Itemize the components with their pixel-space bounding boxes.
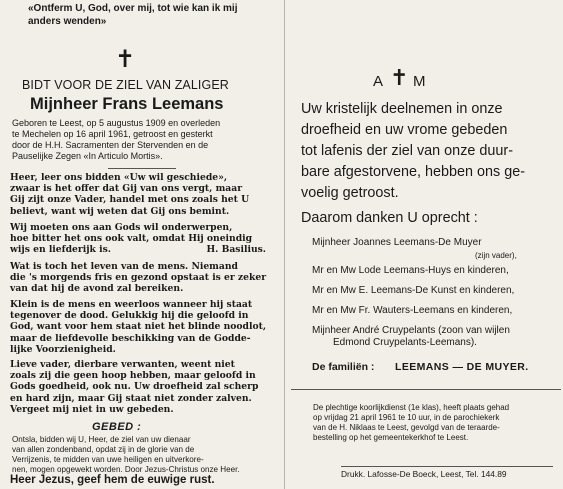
- meditation-line: God, want voor hem staat niet het blinde noodlot,: [10, 321, 267, 333]
- printer-line: Drukk. Lafosse-De Boeck, Leest, Tel. 144.89: [341, 469, 507, 479]
- meditation-line: Klein is de mens en weerloos wanneer hij staat: [10, 299, 253, 310]
- families-label: De familiën :: [312, 361, 375, 373]
- printer-rule: [341, 466, 553, 467]
- meditation-paragraph: [10, 261, 276, 295]
- epigraph-line-1: «Ontferm U, God, over mij, tot wie kan ik mij: [28, 3, 238, 14]
- meditation-attribution: H. Basilius.: [206, 244, 266, 256]
- meditation-line: believt, want wij weten dat Gij ons bemint.: [10, 205, 230, 217]
- bio-line-4: Pauselijke Zegen «In Articulo Mortis».: [12, 151, 163, 161]
- meditation-line: maar de liefdevolle beschikking van de Godde-: [10, 332, 251, 344]
- family-line: Mr en Mw Fr. Wauters-Leemans en kinderen,: [312, 305, 513, 316]
- meditation-paragraph: [10, 172, 276, 217]
- deceased-name: Mijnheer Frans Leemans: [30, 95, 224, 113]
- closing-line: Heer Jezus, geef hem de euwige rust.: [10, 474, 215, 486]
- meditation-line: die 's morgends fris en gezond opstaat is er zeker: [10, 272, 267, 284]
- divider-rule: [108, 168, 176, 169]
- right-card-panel: [285, 0, 563, 489]
- meditation-line: Heer, leer ons bidden «Uw wil geschiede»,: [10, 172, 228, 183]
- meditation-paragraph: [10, 359, 276, 415]
- meditation-line: van dat hij de avond zal bereiken.: [10, 283, 184, 295]
- thanks-line-3: tot lafenis der ziel van onze duur-: [301, 143, 513, 159]
- thanks-line-5: voelig getroost.: [301, 185, 399, 201]
- meditation-line: Lieve vader, dierbare verwanten, weent niet: [10, 359, 235, 370]
- meditation-line: en hard zijn, maar Gij staat niet zonder zalven.: [10, 392, 252, 404]
- service-line-2: op vrijdag 21 april 1961 te 10 uur, in de parochiekerk: [313, 413, 500, 422]
- gebed-title: GEBED :: [92, 421, 142, 433]
- monogram-a: A: [373, 73, 384, 90]
- thanks-line-1: Uw kristelijk deelnemen in onze: [301, 101, 503, 117]
- meditation-line: Vergeet mij niet in uw gebeden.: [10, 403, 174, 415]
- meditation-line: zwaar is het offer dat Gij van ons vergt, maar: [10, 183, 243, 195]
- meditation-line: tegenover de dood. Gelukkig hij die geloofd in: [10, 310, 249, 322]
- meditation-line: Wij moeten ons aan Gods wil onderwerpen,: [10, 222, 233, 233]
- cross-icon: ✝: [390, 66, 409, 91]
- meditation-line: Gij zijt onze Vader, handel met ons zoals het U: [10, 194, 250, 206]
- family-line: Mr en Mw E. Leemans-De Kunst en kinderen,: [312, 285, 515, 296]
- family-line: Mr en Mw Lode Leemans-Huys en kinderen,: [312, 265, 509, 276]
- notice-rule: [291, 389, 561, 390]
- epigraph-line-2: anders wenden»: [28, 16, 107, 27]
- gebed-line-2: van allen zondenband, opdat zij in de glorie van de: [12, 445, 195, 454]
- thanks-line-2: droefheid en uw vrome gebeden: [301, 122, 508, 138]
- bio-line-1: Geboren te Leest, op 5 augustus 1909 en overleden: [12, 118, 221, 128]
- gebed-line-1: Ontsla, bidden wij U, Heer, de ziel van uw dienaar: [12, 435, 191, 444]
- meditation-line: hoe bitter het ons ook valt, omdat Hij oneindig: [10, 233, 253, 245]
- gebed-line-3: Verrijzenis, te midden van uwe heiligen en uitverkore-: [12, 455, 204, 464]
- service-line-3: van de H. Niklaas te Leest, gevolgd van de teraarde-: [313, 423, 500, 432]
- cross-icon: ✝: [115, 45, 136, 73]
- bio-line-2: te Mechelen op 16 april 1961, getroost en gesterkt: [12, 129, 213, 139]
- meditation-line: Wat is toch het leven van de mens. Niemand: [10, 261, 238, 272]
- family-line: Mijnheer Joannes Leemans-De Muyer: [312, 237, 482, 248]
- gebed-line-4: nen, mogen opgewekt worden. Door Jezus-Christus onze Heer.: [12, 465, 240, 474]
- meditation-line: Gods goedheid, ook nu. Uw droefheid zal scherp: [10, 381, 259, 393]
- meditation-line: lijke Voorzienigheid.: [10, 343, 116, 355]
- family-line-note: (zijn vader),: [475, 251, 517, 260]
- bio-line-3: door de H.H. Sacramenten der Stervenden en de: [12, 140, 209, 150]
- service-line-4: bestelling op het gemeentekerkhof te Leest.: [313, 433, 469, 442]
- prayer-heading: BIDT VOOR DE ZIEL VAN ZALIGER: [22, 78, 229, 92]
- monogram-m: M: [413, 73, 426, 90]
- thanks-line-4: bare afgestorvene, hebben ons ge-: [301, 164, 526, 180]
- family-line-continuation: Edmond Cruypelants-Leemans).: [333, 337, 477, 348]
- meditation-paragraph: [10, 222, 276, 256]
- families-names: LEEMANS — DE MUYER.: [395, 361, 529, 373]
- service-line-1: De plechtige koorlijkdienst (1e klas), heeft plaats gehad: [313, 403, 510, 412]
- family-line: Mijnheer André Cruypelants (zoon van wijlen: [312, 325, 510, 336]
- meditation-paragraph: [10, 299, 276, 355]
- thanks-closing-line: Daarom danken U oprecht :: [301, 210, 478, 226]
- meditation-line: zoals zij die geen hoop hebben, maar geloofd in: [10, 370, 256, 382]
- meditation-line: wijs en liefderijk is.: [10, 244, 111, 256]
